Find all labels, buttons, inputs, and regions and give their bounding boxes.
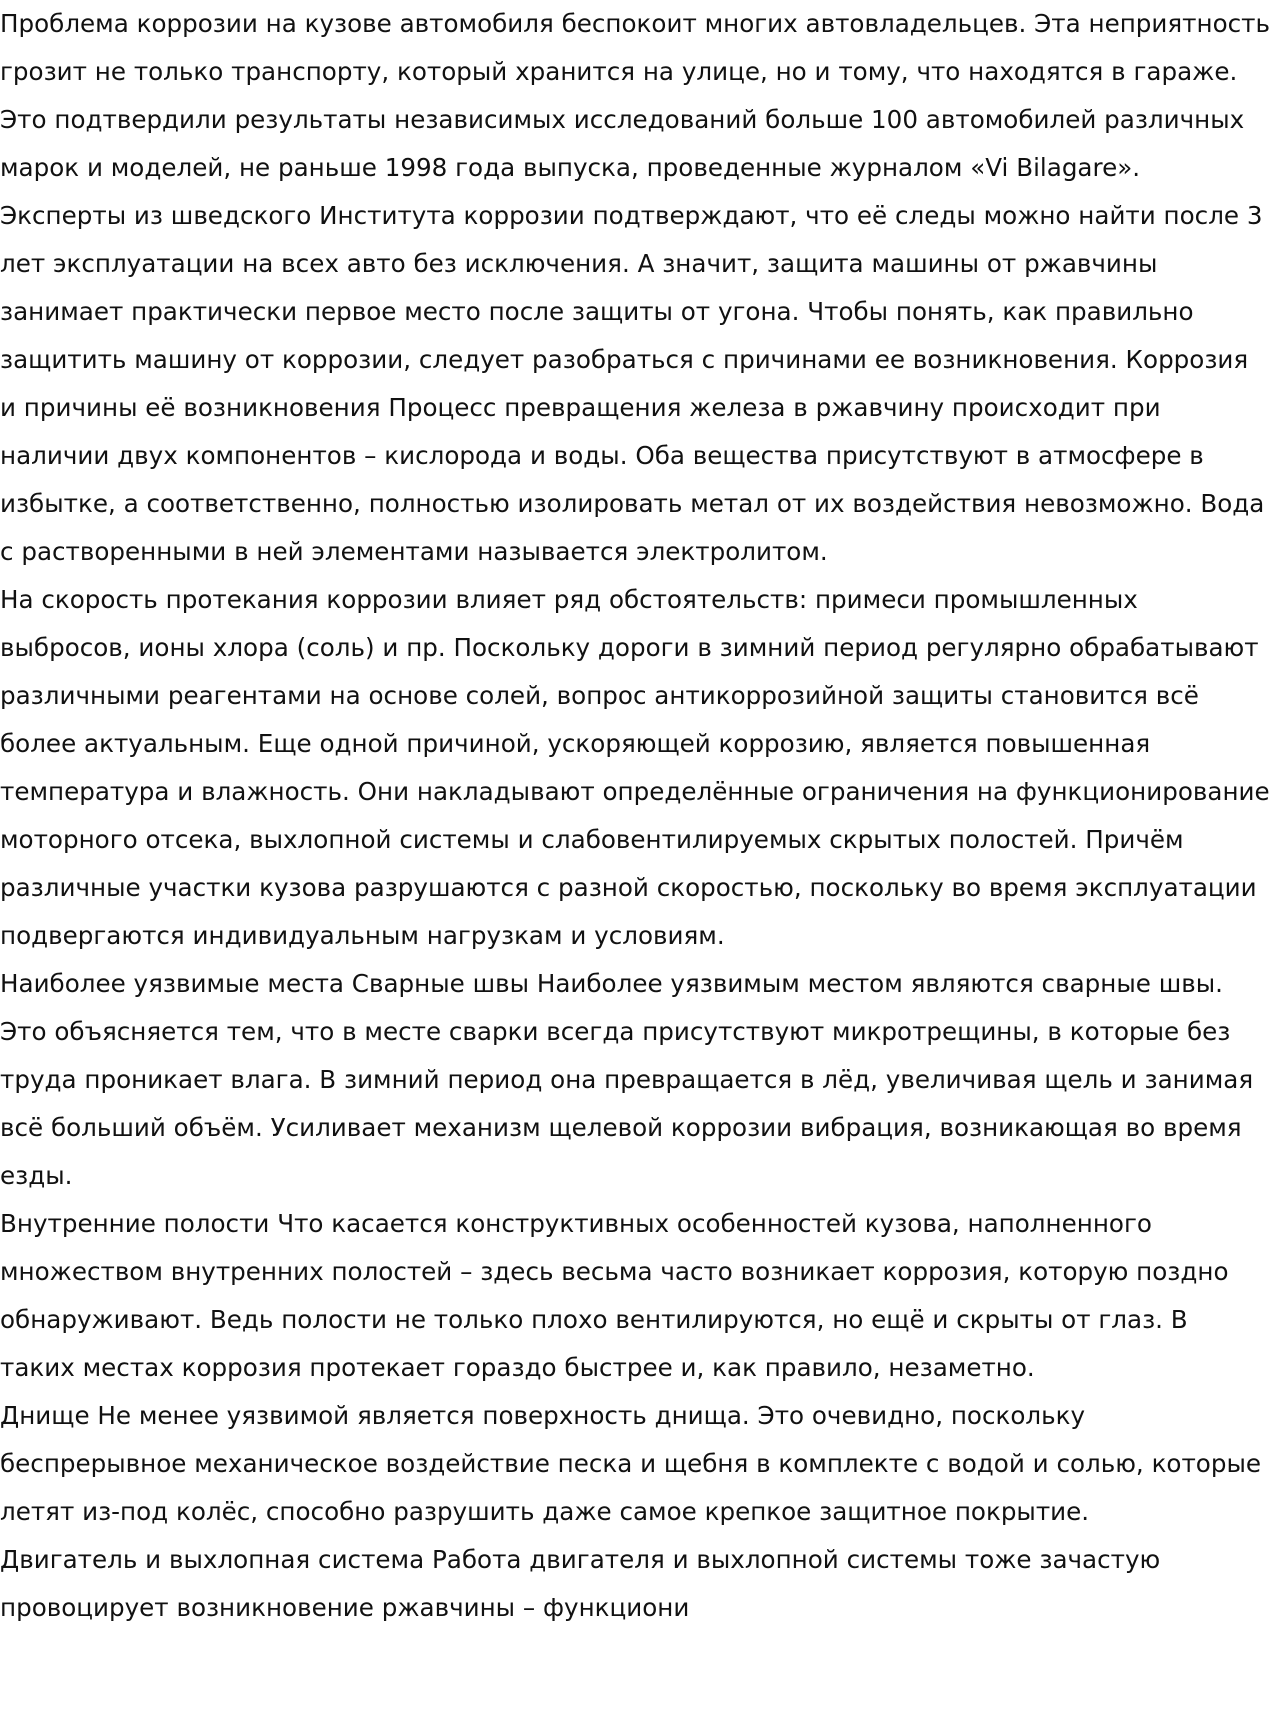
- paragraph-corrosion-rate: На скорость протекания коррозии влияет ряд обстоятельств: примеси промышленных выбросов, ионы хлора (соль) и пр. Поскольку дороги в зимний период регулярно обрабатывают различными реагентами на основе солей, вопрос антикоррозийной защиты становится всё более актуальным. Еще одной причиной, ускоряющей коррозию, является повышенная температура и влажность. Они накладывают определённые ограничения на функционирование моторного отсека, выхлопной системы и слабовентилируемых скрытых полостей. Причём различные участки кузова разрушаются с разной скоростью, поскольку во время эксплуатации подвергаются индивидуальным нагрузкам и условиям.: [0, 585, 1270, 950]
- paragraph-underbody: Днище Не менее уязвимой является поверхность днища. Это очевидно, поскольку беспрерывное механическое воздействие песка и щебня в комплекте с водой и солью, которые летят из-под колёс, способно разрушить даже самое крепкое защитное покрытие.: [0, 1401, 1262, 1526]
- paragraph-weld-seams: Наиболее уязвимые места Сварные швы Наиболее уязвимым местом являются сварные швы. Это объясняется тем, что в месте сварки всегда присутствуют микротрещины, в которые без труда проникает влага. В зимний период она превращается в лёд, увеличивая щель и занимая всё больший объём. Усиливает механизм щелевой коррозии вибрация, возникающая во время езды.: [0, 969, 1254, 1190]
- paragraph-corrosion-intro: Проблема коррозии на кузове автомобиля беспокоит многих автовладельцев. Эта неприятность грозит не только транспорту, который хранится на улице, но и тому, что находятся в гараже. Это подтвердили результаты независимых исследований больше 100 автомобилей различных марок и моделей, не раньше 1998 года выпуска, проведенные журналом «Vi Bilagare». Эксперты из шведского Института коррозии подтверждают, что её следы можно найти после 3 лет эксплуатации на всех авто без исключения. А значит, защита машины от ржавчины занимает практически первое место после защиты от угона. Чтобы понять, как правильно защитить машину от коррозии, следует разобраться с причинами ее возникновения. Коррозия и причины её возникновения Процесс превращения железа в ржавчину происходит при наличии двух компонентов – кислорода и воды. Оба вещества присутствуют в атмосфере в избытке, а соответственно, полностью изолировать метал от их воздействия невозможно. Вода с растворенными в ней элементами называется электролитом.: [0, 9, 1270, 566]
- paragraph-engine-exhaust: Двигатель и выхлопная система Работа двигателя и выхлопной системы тоже зачастую провоцирует возникновение ржавчины – функциони: [0, 1545, 1161, 1622]
- paragraph-inner-cavities: Внутренние полости Что касается конструктивных особенностей кузова, наполненного множеством внутренних полостей – здесь весьма часто возникает коррозия, которую поздно обнаруживают. Ведь полости не только плохо вентилируются, но ещё и скрыты от глаз. В таких местах коррозия протекает гораздо быстрее и, как правило, незаметно.: [0, 1209, 1229, 1382]
